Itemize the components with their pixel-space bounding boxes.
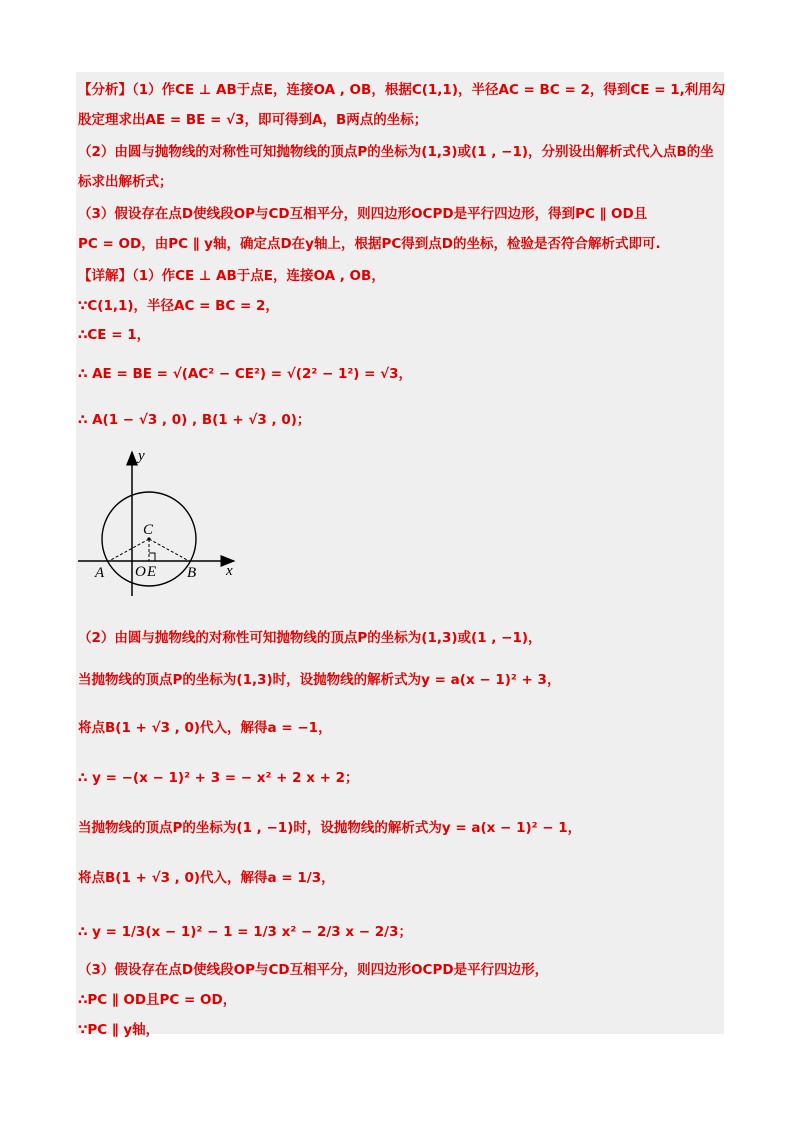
- circle-diagram: [76, 446, 246, 606]
- solution-line: ∴ AE = BE = √(AC² − CE²) = √(2² − 1²) = √3，: [78, 366, 413, 382]
- label-y: y: [138, 448, 145, 464]
- solution-line: ∴ y = −(x − 1)² + 3 = − x² + 2 x + 2；: [78, 770, 359, 786]
- solution-line: （2）由圆与抛物线的对称性可知抛物线的顶点P的坐标为(1,3)或(1 , −1)，分别设出解析式代入点B的坐: [78, 144, 714, 160]
- solution-line: ∵PC ∥ y轴，: [78, 1022, 160, 1038]
- label-c: C: [143, 522, 154, 538]
- solution-line: 当抛物线的顶点P的坐标为(1 , −1)时，设抛物线的解析式为y = a(x − 1)² − 1，: [78, 820, 582, 836]
- solution-line: 将点B(1 + √3 , 0)代入，解得a = −1，: [78, 720, 332, 736]
- label-o: O: [135, 564, 146, 580]
- label-b: B: [187, 565, 197, 581]
- solution-line: 【详解】（1）作CE ⊥ AB于点E，连接OA , OB，: [78, 268, 385, 284]
- solution-line: ∵C(1,1)，半径AC = BC = 2，: [78, 298, 279, 314]
- solution-line: 【分析】（1）作CE ⊥ AB于点E，连接OA , OB，根据C(1,1)，半径AC = BC = 2，得到CE = 1,利用勾: [78, 82, 726, 98]
- solution-line: 标求出解析式；: [78, 174, 173, 190]
- segment-ca: [109, 539, 149, 561]
- solution-line: 将点B(1 + √3 , 0)代入，解得a = 1/3，: [78, 870, 335, 886]
- solution-line: 当抛物线的顶点P的坐标为(1,3)时，设抛物线的解析式为y = a(x − 1)² + 3，: [78, 672, 561, 688]
- label-a: A: [95, 565, 105, 581]
- solution-line: （3）假设存在点D使线段OP与CD互相平分，则四边形OCPD是平行四边形，: [78, 962, 549, 978]
- solution-line: （3）假设存在点D使线段OP与CD互相平分，则四边形OCPD是平行四边形，得到PC ∥ OD且: [78, 206, 648, 222]
- label-e: E: [147, 564, 157, 580]
- solution-line: PC = OD，由PC ∥ y轴，确定点D在y轴上，根据PC得到点D的坐标，检验是否符合解析式即可.: [78, 236, 661, 252]
- solution-line: ∴PC ∥ OD且PC = OD，: [78, 992, 237, 1008]
- solution-line: ∴ y = 1/3(x − 1)² − 1 = 1/3 x² − 2/3 x − 2/3；: [78, 924, 413, 940]
- right-angle-mark: [149, 553, 155, 561]
- solution-line: ∴CE = 1，: [78, 327, 151, 343]
- label-x: x: [226, 563, 233, 579]
- solution-line: ∴ A(1 − √3 , 0) , B(1 + √3 , 0)；: [78, 412, 311, 428]
- solution-line: （2）由圆与抛物线的对称性可知抛物线的顶点P的坐标为(1,3)或(1 , −1)，: [78, 630, 542, 646]
- solution-line: 股定理求出AE = BE = √3，即可得到A，B两点的坐标；: [78, 112, 428, 128]
